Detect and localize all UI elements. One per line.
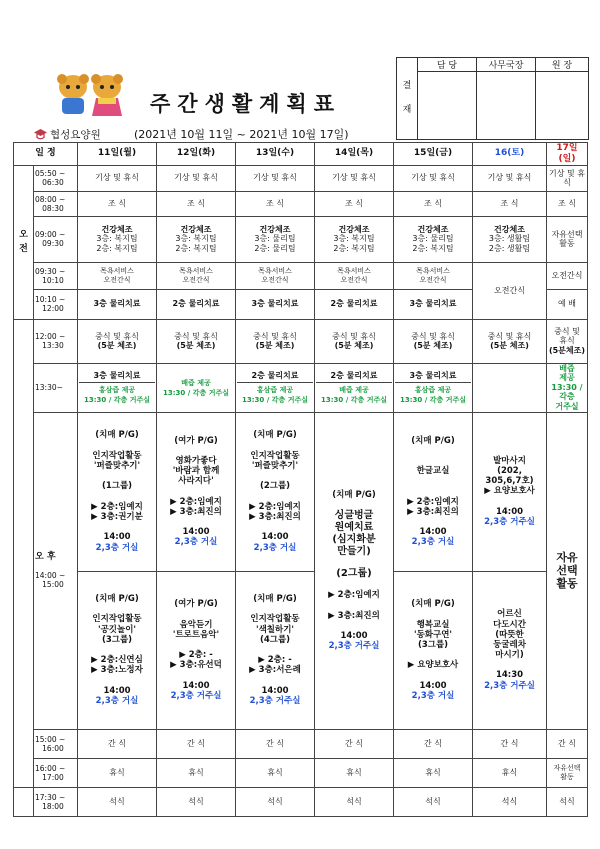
pt-mon: 3층 물리치료 xyxy=(78,289,157,319)
org-label: 협성요양원 xyxy=(50,129,101,141)
pt-drink-sat xyxy=(473,363,547,412)
snack-tue: 간 식 xyxy=(157,729,236,758)
snack-am-sat: 오전간식 xyxy=(473,262,547,319)
program-sat-1: 발마사지 (202, 305,6,7호) ▶ 요양보호사 14:00 2,3층 거주실 xyxy=(473,412,547,571)
header-day-sat: 16(토) xyxy=(473,143,547,166)
approval-col-staff: 담 당 xyxy=(418,58,477,72)
pt-drink-wed: 2층 물리치료 홍삼즙 제공 13:30 / 각층 거주실 xyxy=(236,363,315,412)
rest-thu: 휴식 xyxy=(315,758,394,787)
program-tue-2: (여가 P/G) 음악듣기 '트로트음악' ▶ 2층: - ▶ 3층:유선덕 14:00 2,3층 거주실 xyxy=(157,571,236,729)
lunch-wed: 중식 및 휴식 (5분 체조) xyxy=(236,319,315,363)
bath-wed: 목욕서비스 오전간식 xyxy=(236,262,315,289)
lunch-thu: 중식 및 휴식 (5분 체조) xyxy=(315,319,394,363)
pt-drink-mon: 3층 물리치료 홍삼즙 제공 13:30 / 각층 거주실 xyxy=(78,363,157,412)
pt-drink-fri: 3층 물리치료 홍삼즙 제공 13:30 / 각층 거주실 xyxy=(394,363,473,412)
worship-sun: 예 배 xyxy=(547,289,588,319)
snack-thu: 간 식 xyxy=(315,729,394,758)
time-0930: 09:30 ~ 10:10 xyxy=(34,262,78,289)
dinner-wed: 석식 xyxy=(236,787,315,816)
approval-col-manager: 사무국장 xyxy=(477,58,536,72)
header-day-fri: 15일(금) xyxy=(394,143,473,166)
approval-side-label: 결 재 xyxy=(397,58,418,140)
snack-am-sun: 오전간식 xyxy=(547,262,588,289)
header-day-thu: 14일(목) xyxy=(315,143,394,166)
lunch-tue: 중식 및 휴식 (5분 체조) xyxy=(157,319,236,363)
dinner-sun: 석식 xyxy=(547,787,588,816)
free-activity-sun: 자유선택 활동 xyxy=(547,216,588,262)
dinner-tue: 석식 xyxy=(157,787,236,816)
time-1010: 10:10 ~ 12:00 xyxy=(34,289,78,319)
time-1730: 17:30 ~ 18:00 xyxy=(34,787,78,816)
weekly-schedule-table xyxy=(13,142,588,817)
exercise-fri: 건강체조 3층: 물리팀 2층: 복지팀 xyxy=(394,216,473,262)
dinner-fri: 석식 xyxy=(394,787,473,816)
lunch-sat: 중식 및 휴식 (5분 체조) xyxy=(473,319,547,363)
pt-thu: 2층 물리치료 xyxy=(315,289,394,319)
lunch-fri: 중식 및 휴식 (5분 체조) xyxy=(394,319,473,363)
exercise-thu: 건강체조 3층: 복지팀 2층: 복지팀 xyxy=(315,216,394,262)
free-activity-sun-evening: 자유선택 활동 xyxy=(547,758,588,787)
time-1200: 12:00 ~ 13:30 xyxy=(34,319,78,363)
header-schedule: 일 정 xyxy=(14,143,78,166)
snack-mon: 간 식 xyxy=(78,729,157,758)
pm-blank xyxy=(14,319,34,787)
exercise-mon: 건강체조 3층: 복지팀 2층: 복지팀 xyxy=(78,216,157,262)
bath-thu: 목욕서비스 오전간식 xyxy=(315,262,394,289)
drink-sun: 배즙 제공 13:30 / 각층 거주실 xyxy=(547,363,588,412)
program-tue-1: (여가 P/G) 영화가좋다 '바람과 함께 사라지다' ▶ 2층:임예지 ▶ 3층:최진의 14:00 2,3층 거실 xyxy=(157,412,236,571)
dinner-sat: 석식 xyxy=(473,787,547,816)
mascot-logo xyxy=(52,72,132,118)
wake-sat: 기상 및 휴식 xyxy=(473,165,547,191)
snack-wed: 간 식 xyxy=(236,729,315,758)
pt-tue: 2층 물리치료 xyxy=(157,289,236,319)
rest-sat: 휴식 xyxy=(473,758,547,787)
evening-blank xyxy=(14,787,34,816)
page-title: 주간생활계획표 xyxy=(150,92,342,116)
time-0800: 08:00 ~ 08:30 xyxy=(34,191,78,216)
program-wed-1: (치매 P/G) 인지작업활동 '퍼즐맞추기' (2그룹) ▶ 2층:임예지 ▶ 3층:최진의 14:00 2,3층 거실 xyxy=(236,412,315,571)
pt-drink-tue: 배즙 제공 13:30 / 각층 거주실 xyxy=(157,363,236,412)
breakfast-thu: 조 식 xyxy=(315,191,394,216)
rest-wed: 휴식 xyxy=(236,758,315,787)
free-activity-sun-pm: 자유 선택 활동 xyxy=(547,412,588,729)
rest-tue: 휴식 xyxy=(157,758,236,787)
bath-fri: 목욕서비스 오전간식 xyxy=(394,262,473,289)
exercise-wed: 건강체조 3층: 물리팀 2층: 물리팀 xyxy=(236,216,315,262)
time-1400: 오 후 14:00 ~ 15:00 xyxy=(34,412,78,729)
snack-sun: 간 식 xyxy=(547,729,588,758)
wake-wed: 기상 및 휴식 xyxy=(236,165,315,191)
exercise-tue: 건강체조 3층: 복지팀 2층: 복지팀 xyxy=(157,216,236,262)
approval-box xyxy=(396,57,589,140)
program-mon-2: (치매 P/G) 인지작업활동 '공깃놀이' (3그룹) ▶ 2층:신연심 ▶ 3층:노정자 14:00 2,3층 거실 xyxy=(78,571,157,729)
breakfast-tue: 조 식 xyxy=(157,191,236,216)
header-day-tue: 12일(화) xyxy=(157,143,236,166)
time-0550: 05:50 ~ 06:30 xyxy=(34,165,78,191)
graduation-cap-icon xyxy=(34,129,47,140)
snack-fri: 간 식 xyxy=(394,729,473,758)
schedule-period: (2021년 10월 11일 ~ 2021년 10월 17일) xyxy=(134,128,349,141)
header-day-mon: 11일(월) xyxy=(78,143,157,166)
wake-fri: 기상 및 휴식 xyxy=(394,165,473,191)
dinner-thu: 석식 xyxy=(315,787,394,816)
exercise-sat: 건강체조 3층: 생활팀 2층: 생활팀 xyxy=(473,216,547,262)
breakfast-fri: 조 식 xyxy=(394,191,473,216)
rest-mon: 휴식 xyxy=(78,758,157,787)
program-wed-2: (치매 P/G) 인지작업활동 '색칠하기' (4그룹) ▶ 2층: - ▶ 3층:서은례 14:00 2,3층 거주실 xyxy=(236,571,315,729)
program-thu: (치매 P/G) 싱글벙글 원예치료 (심지화분 만들기) (2그룹) ▶ 2층:임예지 ▶ 3층:최진의 14:00 2,3층 거주실 xyxy=(315,412,394,729)
program-fri-2: (치매 P/G) 행복교실 '동화구연' (3그룹) ▶ 요양보호사 14:00 2,3층 거실 xyxy=(394,571,473,729)
wake-thu: 기상 및 휴식 xyxy=(315,165,394,191)
wake-sun: 기상 및 휴식 xyxy=(547,165,588,191)
organization-name xyxy=(34,127,101,142)
wake-tue: 기상 및 휴식 xyxy=(157,165,236,191)
header-day-wed: 13일(수) xyxy=(236,143,315,166)
bath-tue: 목욕서비스 오전간식 xyxy=(157,262,236,289)
pt-wed: 3층 물리치료 xyxy=(236,289,315,319)
pt-fri: 3층 물리치료 xyxy=(394,289,473,319)
program-fri-1: (치매 P/G) 한글교실 ▶ 2층:임예지 ▶ 3층:최진의 14:00 2,3층 거실 xyxy=(394,412,473,571)
breakfast-sat: 조 식 xyxy=(473,191,547,216)
approval-sign-staff[interactable] xyxy=(418,72,477,140)
approval-sign-director[interactable] xyxy=(536,72,589,140)
time-1330: 13:30~ xyxy=(34,363,78,412)
approval-col-director: 원 장 xyxy=(536,58,589,72)
header-day-sun: 17일(일) xyxy=(547,143,588,166)
breakfast-wed: 조 식 xyxy=(236,191,315,216)
rest-fri: 휴식 xyxy=(394,758,473,787)
pt-drink-thu: 2층 물리치료 배즙 제공 13:30 / 각층 거주실 xyxy=(315,363,394,412)
header-row xyxy=(14,143,588,166)
time-0900: 09:00 ~ 09:30 xyxy=(34,216,78,262)
dinner-mon: 석식 xyxy=(78,787,157,816)
time-1500: 15:00 ~ 16:00 xyxy=(34,729,78,758)
wake-mon: 기상 및 휴식 xyxy=(78,165,157,191)
am-label: 오 전 xyxy=(14,165,34,319)
lunch-mon: 중식 및 휴식 (5분 체조) xyxy=(78,319,157,363)
program-mon-1: (치매 P/G) 인지작업활동 '퍼즐맞추기' (1그룹) ▶ 2층:임예지 ▶ 3층:권기분 14:00 2,3층 거실 xyxy=(78,412,157,571)
program-sat-2: 어르신 다도시간 (따뜻한 둥굴레차 마시기) 14:30 2,3층 거주실 xyxy=(473,571,547,729)
breakfast-sun: 조 식 xyxy=(547,191,588,216)
breakfast-mon: 조 식 xyxy=(78,191,157,216)
time-1600: 16:00 ~ 17:00 xyxy=(34,758,78,787)
lunch-sun: 중식 및 휴식 (5분체조) xyxy=(547,319,588,363)
snack-sat: 간 식 xyxy=(473,729,547,758)
bath-mon: 목욕서비스 오전간식 xyxy=(78,262,157,289)
approval-sign-manager[interactable] xyxy=(477,72,536,140)
